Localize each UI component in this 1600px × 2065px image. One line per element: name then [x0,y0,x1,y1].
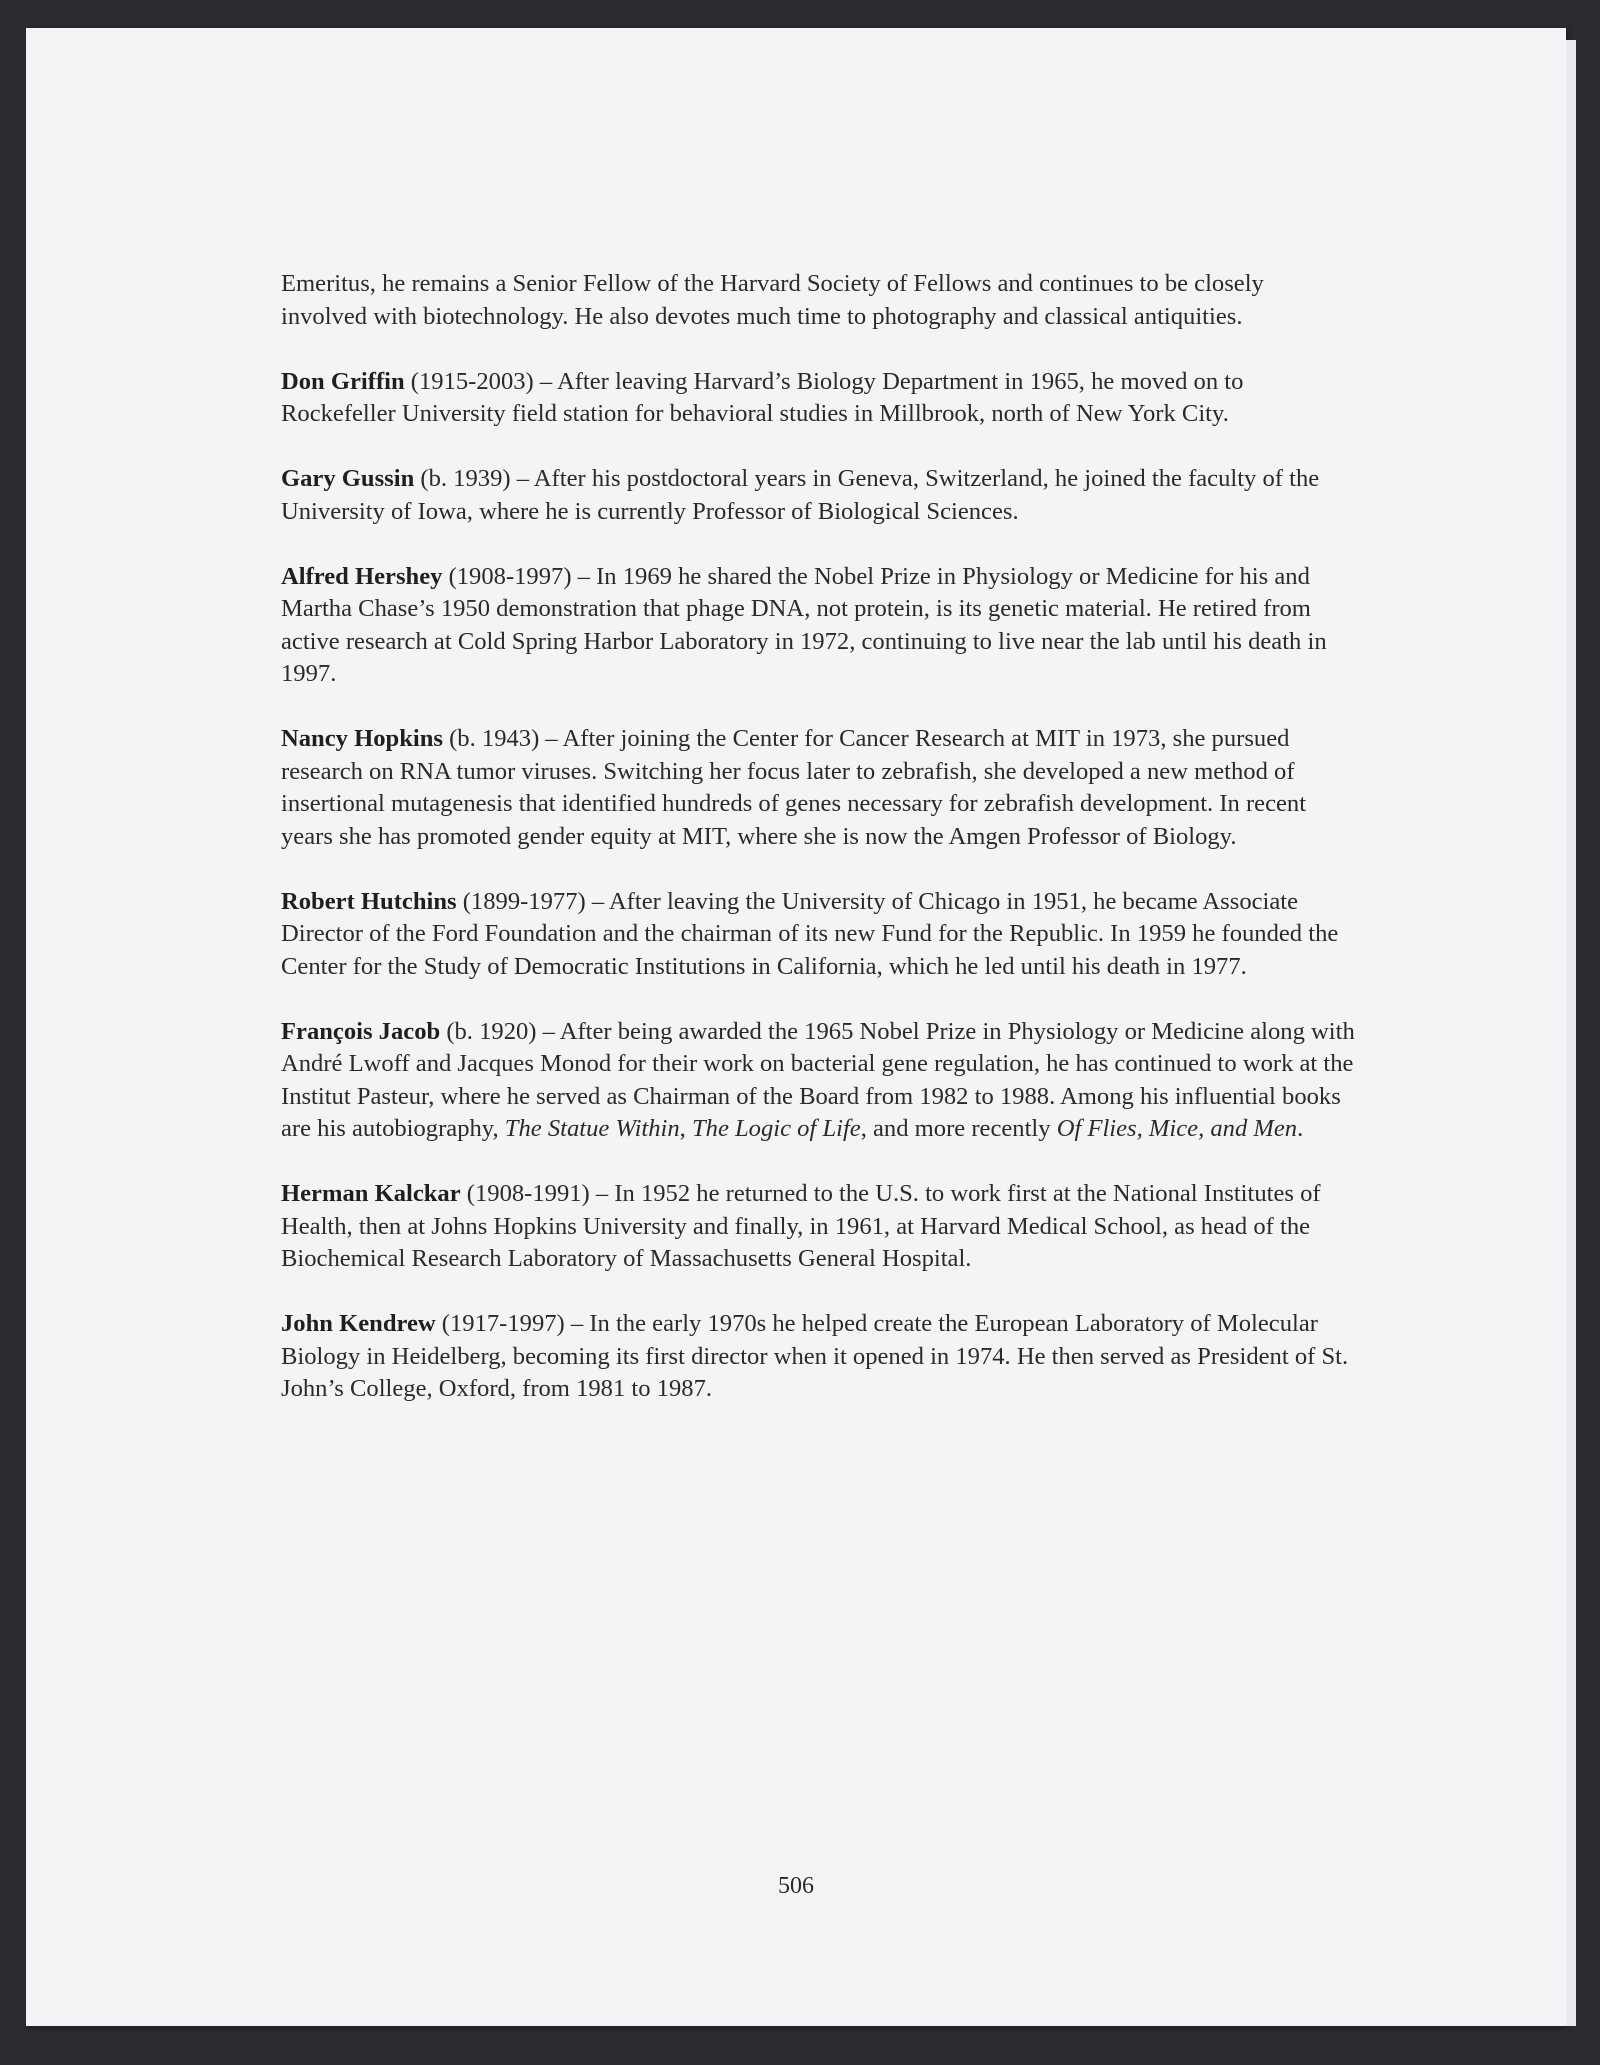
entry-name: Alfred Hershey [281,562,443,590]
entry-text: Emeritus, he remains a Senior Fellow of the Harvard Society of Fellows and continues to be closely involved with biotechnology. He also devotes much time to photography and classical antiquities. [281,270,1264,330]
entry-name: Gary Gussin [281,465,415,492]
entry-end: . [1297,1115,1304,1142]
entry-name: Don Griffin [281,367,405,395]
entry-dates: (1908-1997) [442,562,572,590]
entry-text: – In 1952 he returned to the U.S. to work first at the National Institutes of Health, then at Johns Hopkins University and finally, in 1961, at Harvard Medical School, as head of the Biochemical Research Laboratory of Massachusetts General Hospital. [281,1180,1321,1272]
entry-robert-hutchins [281,886,1356,984]
book-title: The Logic of Life [691,1115,861,1142]
entry-john-kendrew [281,1308,1356,1406]
entry-name: Herman Kalckar [281,1180,461,1207]
page-body [281,268,1356,1438]
entry-name: John Kendrew [281,1310,436,1337]
entry-dates: (1917-1997) [435,1310,565,1337]
entry-nancy-hopkins [281,723,1356,853]
entry-francois-jacob [281,1016,1356,1146]
separator: , [679,1115,692,1142]
book-title: The Statue Within [504,1115,680,1142]
page-number: 506 [778,1873,814,1899]
document-page [26,28,1566,2026]
entry-name: Nancy Hopkins [281,725,443,752]
entry-text: – In the early 1970s he helped create the European Laboratory of Molecular Biology in Heidelberg, becoming its first director when it opened in 1974. He then served as President of St. John’s College, Oxford, from 1981 to 1987. [281,1310,1349,1402]
entry-dates: (1915-2003) [404,367,534,395]
entry-herman-kalckar [281,1178,1356,1276]
entry-text: – After joining the Center for Cancer Research at MIT in 1973, she pursued research on RNA tumor viruses. Switching her focus later to zebrafish, she developed a new method of insertional mutagenesis that identified hundreds of genes necessary for zebrafish development. In recent years she has promoted gender equity at MIT, where she is now the Amgen Professor of Biology. [281,725,1307,850]
entry-name: François Jacob [281,1017,441,1045]
entry-text: – In 1969 he shared the Nobel Prize in Physiology or Medicine for his and Martha Chase’s 1950 demonstration that phage DNA, not protein, is its genetic material. He retired from active research at Cold Spring Harbor Laboratory in 1972, continuing to live near the lab until his death in 1997. [281,562,1327,687]
entry-dates: (1908-1991) [460,1180,590,1207]
entry-alfred-hershey [281,561,1356,691]
entry-continuation [281,268,1356,333]
entry-dates: (b. 1943) [442,725,540,752]
entry-don-griffin [281,366,1356,431]
entry-gary-gussin [281,463,1356,528]
entry-dates: (b. 1920) [440,1017,537,1045]
page-edge [1566,40,1576,2026]
separator: , and more recently [860,1115,1057,1142]
entry-text: – After being awarded the 1965 Nobel Prize in Physiology or Medicine along with André Lwoff and Jacques Monod for their work on bacterial gene regulation, he has continued to work at the Institut Pasteur, where he served as Chairman of the Board from 1982 to 1988. Among his influential books are his autobiography, [281,1017,1355,1142]
entry-name: Robert Hutchins [281,887,457,915]
entry-text: – After leaving Harvard’s Biology Department in 1965, he moved on to Rockefeller University field station for behavioral studies in Millbrook, north of New York City. [281,367,1244,427]
entry-text: – After leaving the University of Chicago in 1951, he became Associate Director of the Ford Foundation and the chairman of its new Fund for the Republic. In 1959 he founded the Center for the Study of Democratic Institutions in California, which he led until his death in 1977. [281,887,1339,980]
book-title: Of Flies, Mice, and Men [1056,1115,1298,1142]
entry-dates: (b. 1939) [414,465,511,492]
entry-text: – After his postdoctoral years in Geneva, Switzerland, he joined the faculty of the University of Iowa, where he is currently Professor of Biological Sciences. [281,465,1320,525]
entry-dates: (1899-1977) [456,887,586,915]
